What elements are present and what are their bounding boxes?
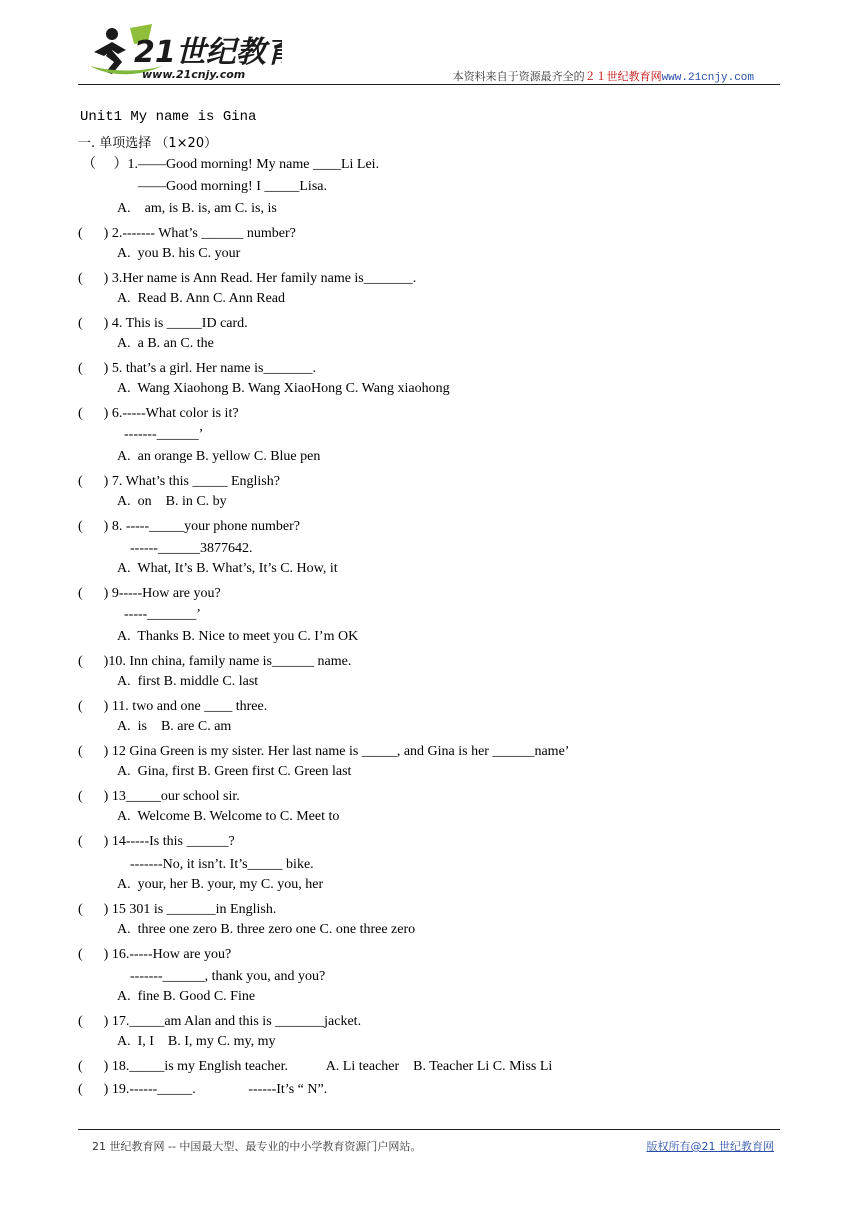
- option-line: A. Gina, first B. Green first C. Green last: [117, 764, 352, 779]
- logo-text: 21世纪教育: [134, 35, 282, 70]
- option-line: A. Welcome B. Welcome to C. Meet to: [117, 809, 340, 824]
- question-line: ------______3877642.: [130, 541, 253, 556]
- question-line: ( ) 4. This is _____ID card.: [78, 316, 248, 331]
- question-line: ( )10. Inn china, family name is______ name.: [78, 654, 352, 669]
- question-line: ( ) 14-----Is this ______?: [78, 834, 235, 849]
- question-line: ( ) 3.Her name is Ann Read. Her family name is_______.: [78, 271, 417, 286]
- option-line: A. What, It’s B. What’s, It’s C. How, it: [117, 561, 338, 576]
- option-line: A. is B. are C. am: [117, 719, 232, 734]
- logo-runner-icon: [82, 22, 282, 84]
- option-line: A. fine B. Good C. Fine: [117, 989, 256, 1004]
- question-line: ( ) 19.------_____. ------It’s “ N”.: [78, 1082, 328, 1097]
- question-line: -----_______’: [124, 607, 201, 622]
- question-line: ( ) 5. that’s a girl. Her name is_______.: [78, 361, 316, 376]
- question-line: -------______, thank you, and you?: [130, 969, 326, 984]
- footer-text: 21 世纪教育网 -- 中国最大型、最专业的中小学教育资源门户网站。: [92, 1140, 422, 1153]
- option-line: A. I, I B. I, my C. my, my: [117, 1034, 276, 1049]
- header-rule: [78, 84, 780, 85]
- header-note-prefix: 本资料来自于资源最齐全的: [452, 70, 585, 83]
- question-line: ( ) 12 Gina Green is my sister. Her last name is _____, and Gina is her ______name’: [78, 744, 570, 759]
- question-line: ( ) 13_____our school sir.: [78, 789, 240, 804]
- page-title: Unit1 My name is Gina: [80, 109, 257, 125]
- copyright-link[interactable]: 版权所有@21 世纪教育网: [646, 1140, 774, 1153]
- option-line: A. your, her B. your, my C. you, her: [117, 877, 324, 892]
- option-line: A. you B. his C. your: [117, 246, 241, 261]
- question-line: ( ) 9-----How are you?: [78, 586, 221, 601]
- question-line: （ ）1.——Good morning! My name ____Li Lei.: [82, 157, 380, 172]
- question-line: ( ) 17._____am Alan and this is _______jacket.: [78, 1014, 362, 1029]
- question-line: ( ) 7. What’s this _____ English?: [78, 474, 280, 489]
- header-note-site: ２１世纪教育网: [584, 70, 662, 83]
- question-line: ( ) 2.------- What’s ______ number?: [78, 226, 296, 241]
- option-line: A. Thanks B. Nice to meet you C. I’m OK: [117, 629, 359, 644]
- logo-url: www.21cnjy.com: [142, 68, 246, 81]
- question-line: ( ) 8. -----_____your phone number?: [78, 519, 300, 534]
- question-line: ——Good morning! I _____Lisa.: [138, 179, 327, 194]
- option-line: A. Wang Xiaohong B. Wang XiaoHong C. Wang xiaohong: [117, 381, 450, 396]
- question-line: ( ) 16.-----How are you?: [78, 947, 232, 962]
- option-line: A. three one zero B. three zero one C. one three zero: [117, 922, 416, 937]
- footer-rule: [78, 1129, 780, 1130]
- option-line: A. a B. an C. the: [117, 336, 214, 351]
- option-line: A. on B. in C. by: [117, 494, 227, 509]
- question-line: ( ) 11. two and one ____ three.: [78, 699, 268, 714]
- option-line: A. an orange B. yellow C. Blue pen: [117, 449, 321, 464]
- option-line: A. Read B. Ann C. Ann Read: [117, 291, 285, 306]
- header-note-url[interactable]: www.21cnjy.com: [661, 72, 754, 84]
- option-line: A. first B. middle C. last: [117, 674, 259, 689]
- site-logo: [82, 22, 282, 84]
- question-line: -------No, it isn’t. It’s_____ bike.: [130, 857, 314, 872]
- question-line: ( ) 15 301 is _______in English.: [78, 902, 277, 917]
- option-line: A. am, is B. is, am C. is, is: [117, 201, 277, 216]
- section-heading: 一. 单项选择 （1×20）: [78, 136, 218, 151]
- question-line: ( ) 6.-----What color is it?: [78, 406, 239, 421]
- question-line: -------______’: [124, 427, 204, 442]
- header-note: [453, 68, 754, 84]
- question-line: ( ) 18._____is my English teacher. A. Li teacher B. Teacher Li C. Miss Li: [78, 1059, 553, 1074]
